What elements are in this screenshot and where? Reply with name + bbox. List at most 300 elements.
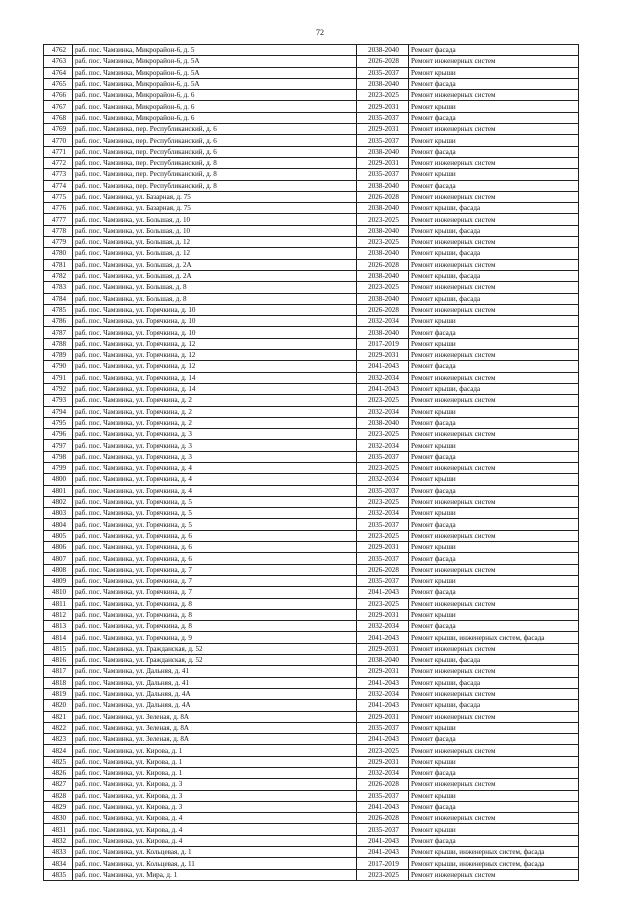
table-row (44, 621, 579, 632)
row-number-cell: 4782 (44, 270, 73, 281)
row-number-cell: 4796 (44, 429, 73, 440)
work-type-cell: Ремонт инженерных систем (409, 779, 579, 790)
address-cell: раб. пос. Чамзинка, ул. Горячкина, д. 5 (73, 496, 357, 507)
period-cell: 2026-2028 (357, 813, 409, 824)
work-type-cell: Ремонт крыши, инженерных систем, фасада (409, 632, 579, 643)
table-row (44, 90, 579, 101)
work-type-cell: Ремонт инженерных систем (409, 462, 579, 473)
period-cell: 2026-2028 (357, 191, 409, 202)
work-type-cell: Ремонт крыши, инженерных систем, фасада (409, 858, 579, 869)
address-cell: раб. пос. Чамзинка, ул. Горячкина, д. 4 (73, 485, 357, 496)
work-type-cell: Ремонт крыши (409, 722, 579, 733)
address-cell: раб. пос. Чамзинка, ул. Базарная, д. 75 (73, 203, 357, 214)
work-type-cell: Ремонт крыши (409, 542, 579, 553)
address-cell: раб. пос. Чамзинка, ул. Горячкина, д. 2 (73, 417, 357, 428)
period-cell: 2035-2037 (357, 112, 409, 123)
table-row (44, 282, 579, 293)
table-row (44, 293, 579, 304)
address-cell: раб. пос. Чамзинка, ул. Горячкина, д. 10 (73, 316, 357, 327)
work-type-cell: Ремонт крыши (409, 169, 579, 180)
table-row (44, 666, 579, 677)
table-row (44, 146, 579, 157)
work-type-cell: Ремонт инженерных систем (409, 711, 579, 722)
work-type-cell: Ремонт инженерных систем (409, 530, 579, 541)
table-row (44, 259, 579, 270)
address-cell: раб. пос. Чамзинка, пер. Республиканский, д. 6 (73, 146, 357, 157)
period-cell: 2035-2037 (357, 169, 409, 180)
work-type-cell: Ремонт крыши, фасада (409, 225, 579, 236)
row-number-cell: 4829 (44, 801, 73, 812)
period-cell: 2032-2034 (357, 316, 409, 327)
period-cell: 2017-2019 (357, 858, 409, 869)
address-cell: раб. пос. Чамзинка, ул. Кирова, д. 1 (73, 756, 357, 767)
address-cell: раб. пос. Чамзинка, ул. Гражданская, д. 52 (73, 643, 357, 654)
row-number-cell: 4808 (44, 564, 73, 575)
table-row (44, 801, 579, 812)
address-cell: раб. пос. Чамзинка, ул. Горячкина, д. 6 (73, 553, 357, 564)
work-type-cell: Ремонт фасада (409, 78, 579, 89)
row-number-cell: 4791 (44, 372, 73, 383)
row-number-cell: 4797 (44, 440, 73, 451)
row-number-cell: 4771 (44, 146, 73, 157)
row-number-cell: 4764 (44, 67, 73, 78)
address-cell: раб. пос. Чамзинка, ул. Горячкина, д. 2 (73, 395, 357, 406)
period-cell: 2032-2034 (357, 621, 409, 632)
row-number-cell: 4828 (44, 790, 73, 801)
work-type-cell: Ремонт фасада (409, 45, 579, 56)
address-cell: раб. пос. Чамзинка, ул. Горячкина, д. 8 (73, 609, 357, 620)
row-number-cell: 4792 (44, 383, 73, 394)
period-cell: 2029-2031 (357, 666, 409, 677)
work-type-cell: Ремонт крыши (409, 135, 579, 146)
work-type-cell: Ремонт инженерных систем (409, 259, 579, 270)
period-cell: 2023-2025 (357, 530, 409, 541)
row-number-cell: 4823 (44, 734, 73, 745)
work-type-cell: Ремонт крыши (409, 575, 579, 586)
address-cell: раб. пос. Чамзинка, ул. Горячкина, д. 14 (73, 383, 357, 394)
work-type-cell: Ремонт крыши (409, 316, 579, 327)
address-cell: раб. пос. Чамзинка, ул. Зеленая, д. 8А (73, 711, 357, 722)
table-row (44, 316, 579, 327)
address-cell: раб. пос. Чамзинка, пер. Республиканский, д. 8 (73, 169, 357, 180)
address-cell: раб. пос. Чамзинка, ул. Горячкина, д. 5 (73, 519, 357, 530)
period-cell: 2023-2025 (357, 395, 409, 406)
address-cell: раб. пос. Чамзинка, Микрорайон-6, д. 6 (73, 112, 357, 123)
work-type-cell: Ремонт фасада (409, 734, 579, 745)
table-row (44, 157, 579, 168)
table-row (44, 462, 579, 473)
row-number-cell: 4787 (44, 327, 73, 338)
work-type-cell: Ремонт инженерных систем (409, 282, 579, 293)
address-cell: раб. пос. Чамзинка, Микрорайон-6, д. 5 (73, 45, 357, 56)
row-number-cell: 4806 (44, 542, 73, 553)
table-row (44, 835, 579, 846)
address-cell: раб. пос. Чамзинка, ул. Большая, д. 8 (73, 282, 357, 293)
row-number-cell: 4832 (44, 835, 73, 846)
period-cell: 2032-2034 (357, 768, 409, 779)
row-number-cell: 4781 (44, 259, 73, 270)
address-cell: раб. пос. Чамзинка, ул. Горячкина, д. 3 (73, 451, 357, 462)
address-cell: раб. пос. Чамзинка, ул. Кольцевая, д. 11 (73, 858, 357, 869)
row-number-cell: 4830 (44, 813, 73, 824)
address-cell: раб. пос. Чамзинка, ул. Горячкина, д. 7 (73, 587, 357, 598)
address-cell: раб. пос. Чамзинка, ул. Горячкина, д. 10 (73, 327, 357, 338)
row-number-cell: 4779 (44, 237, 73, 248)
work-type-cell: Ремонт инженерных систем (409, 869, 579, 880)
table-row (44, 338, 579, 349)
work-type-cell: Ремонт инженерных систем (409, 643, 579, 654)
work-type-cell: Ремонт инженерных систем (409, 157, 579, 168)
row-number-cell: 4798 (44, 451, 73, 462)
table-row (44, 135, 579, 146)
table-row (44, 711, 579, 722)
address-cell: раб. пос. Чамзинка, ул. Большая, д. 12 (73, 237, 357, 248)
row-number-cell: 4783 (44, 282, 73, 293)
row-number-cell: 4777 (44, 214, 73, 225)
address-cell: раб. пос. Чамзинка, пер. Республиканский, д. 8 (73, 180, 357, 191)
period-cell: 2038-2040 (357, 180, 409, 191)
address-cell: раб. пос. Чамзинка, ул. Кирова, д. 3 (73, 801, 357, 812)
work-type-cell: Ремонт крыши (409, 440, 579, 451)
work-type-cell: Ремонт крыши, инженерных систем, фасада (409, 847, 579, 858)
table-row (44, 214, 579, 225)
row-number-cell: 4793 (44, 395, 73, 406)
period-cell: 2035-2037 (357, 575, 409, 586)
row-number-cell: 4766 (44, 90, 73, 101)
table-row (44, 632, 579, 643)
row-number-cell: 4818 (44, 677, 73, 688)
work-type-cell: Ремонт крыши, фасада (409, 383, 579, 394)
row-number-cell: 4831 (44, 824, 73, 835)
row-number-cell: 4765 (44, 78, 73, 89)
row-number-cell: 4763 (44, 56, 73, 67)
row-number-cell: 4819 (44, 688, 73, 699)
row-number-cell: 4778 (44, 225, 73, 236)
table-row (44, 237, 579, 248)
table-row (44, 745, 579, 756)
period-cell: 2035-2037 (357, 485, 409, 496)
table-row (44, 768, 579, 779)
table-row (44, 655, 579, 666)
work-type-cell: Ремонт инженерных систем (409, 429, 579, 440)
table-row (44, 485, 579, 496)
period-cell: 2026-2028 (357, 56, 409, 67)
row-number-cell: 4824 (44, 745, 73, 756)
period-cell: 2041-2043 (357, 835, 409, 846)
table-row (44, 496, 579, 507)
table-row (44, 417, 579, 428)
address-cell: раб. пос. Чамзинка, ул. Большая, д. 12 (73, 248, 357, 259)
period-cell: 2035-2037 (357, 451, 409, 462)
row-number-cell: 4794 (44, 406, 73, 417)
row-number-cell: 4790 (44, 361, 73, 372)
table-row (44, 56, 579, 67)
period-cell: 2041-2043 (357, 361, 409, 372)
period-cell: 2032-2034 (357, 406, 409, 417)
work-type-cell: Ремонт фасада (409, 112, 579, 123)
period-cell: 2041-2043 (357, 847, 409, 858)
row-number-cell: 4772 (44, 157, 73, 168)
address-cell: раб. пос. Чамзинка, ул. Кольцевая, д. 1 (73, 847, 357, 858)
work-type-cell: Ремонт инженерных систем (409, 304, 579, 315)
address-cell: раб. пос. Чамзинка, ул. Горячкина, д. 12 (73, 361, 357, 372)
work-type-cell: Ремонт инженерных систем (409, 598, 579, 609)
address-cell: раб. пос. Чамзинка, ул. Горячкина, д. 10 (73, 304, 357, 315)
table-row (44, 847, 579, 858)
table-row (44, 643, 579, 654)
row-number-cell: 4809 (44, 575, 73, 586)
row-number-cell: 4767 (44, 101, 73, 112)
address-cell: раб. пос. Чамзинка, Микрорайон-6, д. 5А (73, 67, 357, 78)
period-cell: 2035-2037 (357, 67, 409, 78)
work-type-cell: Ремонт фасада (409, 519, 579, 530)
address-cell: раб. пос. Чамзинка, ул. Зеленая, д. 8А (73, 734, 357, 745)
row-number-cell: 4827 (44, 779, 73, 790)
period-cell: 2041-2043 (357, 734, 409, 745)
period-cell: 2041-2043 (357, 383, 409, 394)
row-number-cell: 4816 (44, 655, 73, 666)
period-cell: 2023-2025 (357, 462, 409, 473)
period-cell: 2029-2031 (357, 124, 409, 135)
work-type-cell: Ремонт крыши (409, 508, 579, 519)
address-cell: раб. пос. Чамзинка, ул. Базарная, д. 75 (73, 191, 357, 202)
table-row (44, 372, 579, 383)
row-number-cell: 4805 (44, 530, 73, 541)
row-number-cell: 4788 (44, 338, 73, 349)
row-number-cell: 4785 (44, 304, 73, 315)
address-cell: раб. пос. Чамзинка, ул. Горячкина, д. 6 (73, 542, 357, 553)
row-number-cell: 4825 (44, 756, 73, 767)
address-cell: раб. пос. Чамзинка, ул. Большая, д. 10 (73, 214, 357, 225)
table-row (44, 45, 579, 56)
table-row (44, 350, 579, 361)
row-number-cell: 4776 (44, 203, 73, 214)
work-type-cell: Ремонт крыши (409, 756, 579, 767)
period-cell: 2041-2043 (357, 677, 409, 688)
row-number-cell: 4813 (44, 621, 73, 632)
work-type-cell: Ремонт фасада (409, 801, 579, 812)
period-cell: 2026-2028 (357, 779, 409, 790)
period-cell: 2035-2037 (357, 553, 409, 564)
work-type-cell: Ремонт крыши, фасада (409, 655, 579, 666)
work-type-cell: Ремонт инженерных систем (409, 395, 579, 406)
table-row (44, 824, 579, 835)
address-cell: раб. пос. Чамзинка, Микрорайон-6, д. 6 (73, 101, 357, 112)
row-number-cell: 4810 (44, 587, 73, 598)
row-number-cell: 4762 (44, 45, 73, 56)
period-cell: 2029-2031 (357, 157, 409, 168)
period-cell: 2038-2040 (357, 293, 409, 304)
table-row (44, 790, 579, 801)
period-cell: 2029-2031 (357, 756, 409, 767)
work-type-cell: Ремонт инженерных систем (409, 666, 579, 677)
period-cell: 2032-2034 (357, 372, 409, 383)
work-type-cell: Ремонт крыши (409, 338, 579, 349)
table-row (44, 248, 579, 259)
work-type-cell: Ремонт фасада (409, 146, 579, 157)
work-type-cell: Ремонт крыши, фасада (409, 293, 579, 304)
row-number-cell: 4815 (44, 643, 73, 654)
period-cell: 2038-2040 (357, 417, 409, 428)
row-number-cell: 4789 (44, 350, 73, 361)
row-number-cell: 4811 (44, 598, 73, 609)
table-row (44, 722, 579, 733)
period-cell: 2023-2025 (357, 429, 409, 440)
period-cell: 2029-2031 (357, 711, 409, 722)
table-row (44, 474, 579, 485)
table-row (44, 304, 579, 315)
address-cell: раб. пос. Чамзинка, ул. Горячкина, д. 12 (73, 350, 357, 361)
address-cell: раб. пос. Чамзинка, ул. Гражданская, д. 52 (73, 655, 357, 666)
row-number-cell: 4821 (44, 711, 73, 722)
row-number-cell: 4801 (44, 485, 73, 496)
period-cell: 2041-2043 (357, 632, 409, 643)
period-cell: 2038-2040 (357, 327, 409, 338)
table-row (44, 564, 579, 575)
period-cell: 2038-2040 (357, 225, 409, 236)
work-type-cell: Ремонт крыши (409, 406, 579, 417)
address-cell: раб. пос. Чамзинка, ул. Кирова, д. 4 (73, 813, 357, 824)
address-cell: раб. пос. Чамзинка, ул. Кирова, д. 4 (73, 835, 357, 846)
row-number-cell: 4833 (44, 847, 73, 858)
address-cell: раб. пос. Чамзинка, ул. Большая, д. 10 (73, 225, 357, 236)
period-cell: 2023-2025 (357, 90, 409, 101)
row-number-cell: 4773 (44, 169, 73, 180)
address-cell: раб. пос. Чамзинка, ул. Горячкина, д. 14 (73, 372, 357, 383)
address-cell: раб. пос. Чамзинка, ул. Кирова, д. 4 (73, 824, 357, 835)
period-cell: 2035-2037 (357, 824, 409, 835)
row-number-cell: 4770 (44, 135, 73, 146)
work-type-cell: Ремонт крыши, фасада (409, 248, 579, 259)
period-cell: 2023-2025 (357, 598, 409, 609)
table-row (44, 677, 579, 688)
table-row (44, 101, 579, 112)
address-cell: раб. пос. Чамзинка, ул. Горячкина, д. 3 (73, 429, 357, 440)
row-number-cell: 4769 (44, 124, 73, 135)
address-cell: раб. пос. Чамзинка, ул. Горячкина, д. 4 (73, 462, 357, 473)
address-cell: раб. пос. Чамзинка, Микрорайон-6, д. 6 (73, 90, 357, 101)
work-type-cell: Ремонт фасада (409, 768, 579, 779)
period-cell: 2023-2025 (357, 496, 409, 507)
table-row (44, 609, 579, 620)
period-cell: 2023-2025 (357, 214, 409, 225)
table-row (44, 327, 579, 338)
table-row (44, 383, 579, 394)
repair-schedule-table (43, 44, 579, 881)
table-row (44, 869, 579, 880)
period-cell: 2038-2040 (357, 203, 409, 214)
table-row (44, 225, 579, 236)
row-number-cell: 4799 (44, 462, 73, 473)
period-cell: 2035-2037 (357, 519, 409, 530)
work-type-cell: Ремонт инженерных систем (409, 124, 579, 135)
row-number-cell: 4835 (44, 869, 73, 880)
work-type-cell: Ремонт инженерных систем (409, 813, 579, 824)
row-number-cell: 4802 (44, 496, 73, 507)
address-cell: раб. пос. Чамзинка, ул. Кирова, д. 3 (73, 790, 357, 801)
row-number-cell: 4803 (44, 508, 73, 519)
table-row (44, 191, 579, 202)
address-cell: раб. пос. Чамзинка, пер. Республиканский, д. 6 (73, 135, 357, 146)
row-number-cell: 4834 (44, 858, 73, 869)
table-row (44, 575, 579, 586)
work-type-cell: Ремонт инженерных систем (409, 191, 579, 202)
work-type-cell: Ремонт инженерных систем (409, 745, 579, 756)
row-number-cell: 4820 (44, 700, 73, 711)
table-row (44, 734, 579, 745)
work-type-cell: Ремонт фасада (409, 485, 579, 496)
work-type-cell: Ремонт фасада (409, 621, 579, 632)
table-row (44, 598, 579, 609)
table-row (44, 553, 579, 564)
table-row (44, 395, 579, 406)
table-row (44, 542, 579, 553)
table-row (44, 203, 579, 214)
table-row (44, 270, 579, 281)
work-type-cell: Ремонт фасада (409, 327, 579, 338)
period-cell: 2029-2031 (357, 101, 409, 112)
address-cell: раб. пос. Чамзинка, Микрорайон-6, д. 5А (73, 56, 357, 67)
address-cell: раб. пос. Чамзинка, ул. Горячкина, д. 7 (73, 564, 357, 575)
period-cell: 2038-2040 (357, 270, 409, 281)
work-type-cell: Ремонт инженерных систем (409, 688, 579, 699)
table-row (44, 180, 579, 191)
address-cell: раб. пос. Чамзинка, ул. Дальняя, д. 41 (73, 677, 357, 688)
work-type-cell: Ремонт инженерных систем (409, 214, 579, 225)
period-cell: 2026-2028 (357, 304, 409, 315)
work-type-cell: Ремонт инженерных систем (409, 564, 579, 575)
period-cell: 2041-2043 (357, 801, 409, 812)
address-cell: раб. пос. Чамзинка, ул. Горячкина, д. 6 (73, 530, 357, 541)
table-row (44, 429, 579, 440)
work-type-cell: Ремонт крыши (409, 824, 579, 835)
table-body (44, 45, 579, 881)
work-type-cell: Ремонт фасада (409, 361, 579, 372)
table-row (44, 779, 579, 790)
table-row (44, 112, 579, 123)
work-type-cell: Ремонт фасада (409, 835, 579, 846)
address-cell: раб. пос. Чамзинка, ул. Большая, д. 8 (73, 293, 357, 304)
row-number-cell: 4814 (44, 632, 73, 643)
table-row (44, 67, 579, 78)
work-type-cell: Ремонт крыши, фасада (409, 700, 579, 711)
address-cell: раб. пос. Чамзинка, ул. Горячкина, д. 3 (73, 440, 357, 451)
period-cell: 2035-2037 (357, 135, 409, 146)
row-number-cell: 4804 (44, 519, 73, 530)
address-cell: раб. пос. Чамзинка, ул. Горячкина, д. 7 (73, 575, 357, 586)
work-type-cell: Ремонт фасада (409, 451, 579, 462)
period-cell: 2017-2019 (357, 338, 409, 349)
address-cell: раб. пос. Чамзинка, ул. Горячкина, д. 8 (73, 621, 357, 632)
row-number-cell: 4800 (44, 474, 73, 485)
work-type-cell: Ремонт инженерных систем (409, 496, 579, 507)
period-cell: 2032-2034 (357, 440, 409, 451)
work-type-cell: Ремонт крыши (409, 101, 579, 112)
row-number-cell: 4826 (44, 768, 73, 779)
period-cell: 2026-2028 (357, 564, 409, 575)
address-cell: раб. пос. Чамзинка, ул. Горячкина, д. 2 (73, 406, 357, 417)
period-cell: 2041-2043 (357, 700, 409, 711)
address-cell: раб. пос. Чамзинка, ул. Горячкина, д. 5 (73, 508, 357, 519)
table-row (44, 124, 579, 135)
table-row (44, 78, 579, 89)
period-cell: 2041-2043 (357, 587, 409, 598)
period-cell: 2038-2040 (357, 45, 409, 56)
work-type-cell: Ремонт крыши (409, 790, 579, 801)
table-row (44, 813, 579, 824)
work-type-cell: Ремонт инженерных систем (409, 90, 579, 101)
period-cell: 2038-2040 (357, 146, 409, 157)
